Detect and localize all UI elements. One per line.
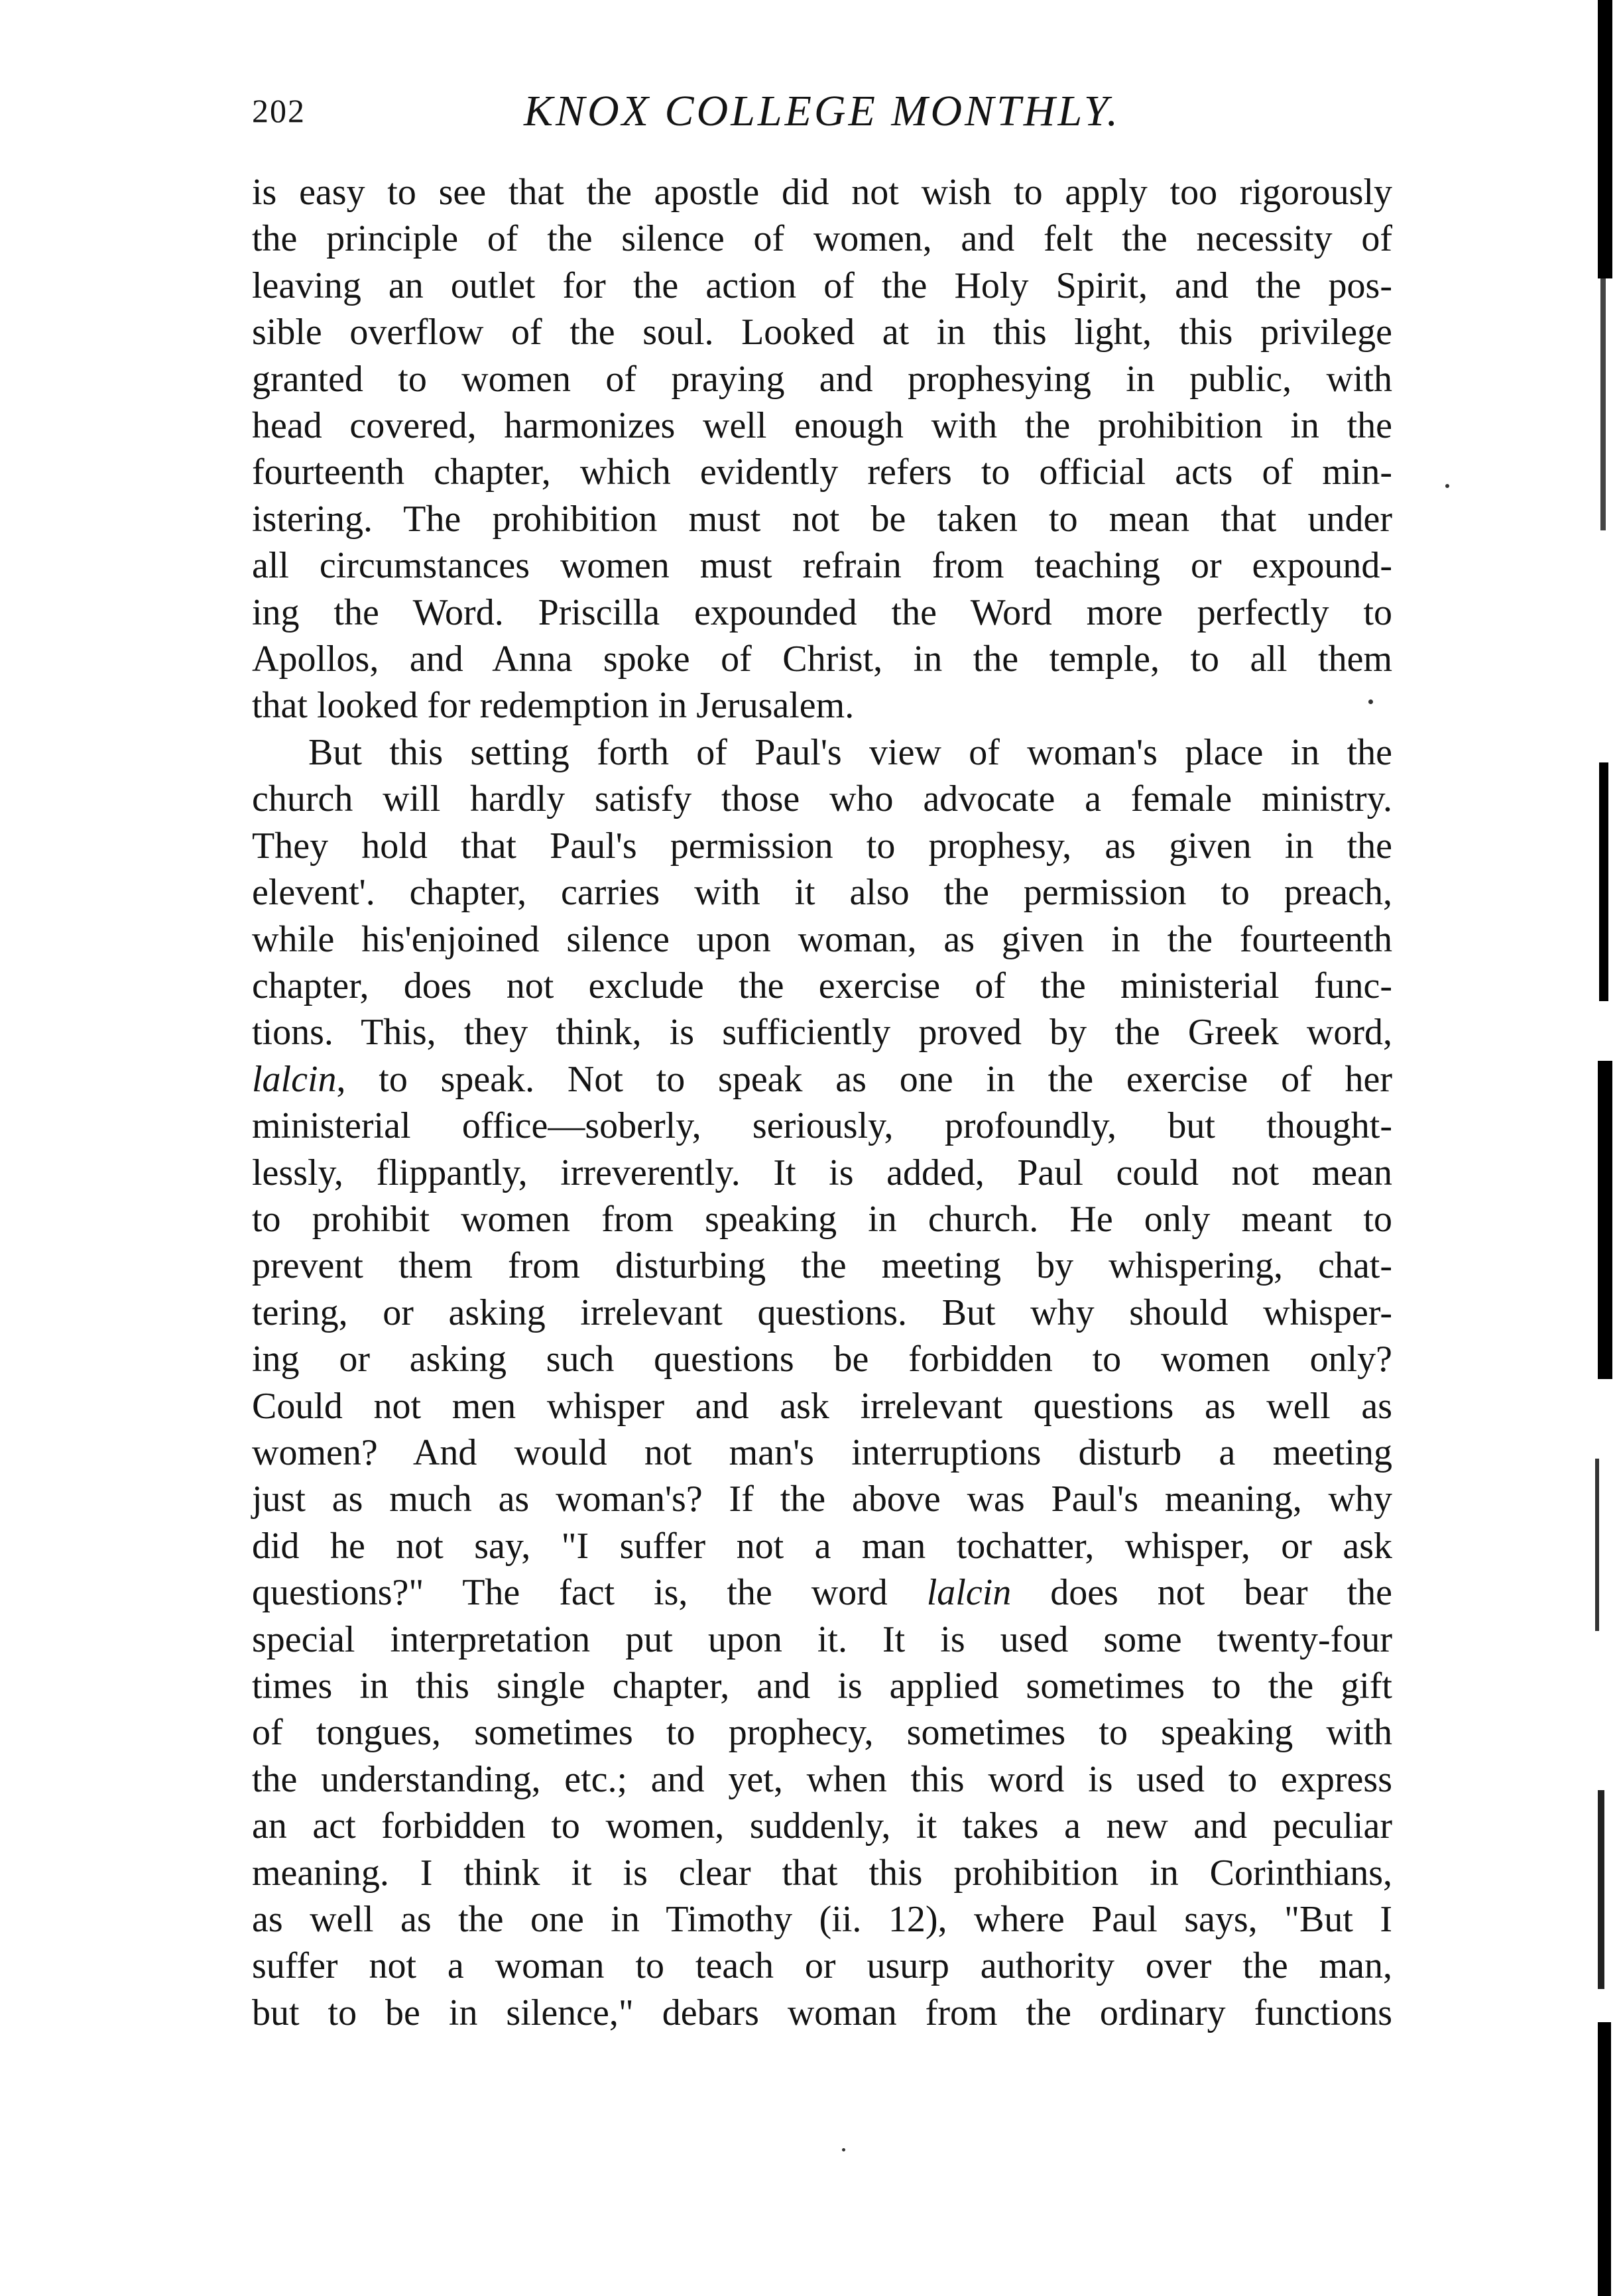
text-line: questions?" The fact is, the word lalcin does not bear the [252, 1572, 1392, 1614]
text-line: sible overflow of the soul. Looked at in this light, this privilege [252, 312, 1392, 353]
page-header [252, 86, 1392, 146]
text-line: women? And would not man's interruptions disturb a meeting [252, 1431, 1392, 1473]
text-line: But this setting forth of Paul's view of woman's place in the [308, 731, 1392, 773]
text-line: leaving an outlet for the action of the Holy Spirit, and the pos- [252, 265, 1392, 306]
stray-dot [1368, 699, 1373, 704]
text-line: tering, or asking irrelevant questions. But why should whisper- [252, 1292, 1392, 1333]
text-line: Apollos, and Anna spoke of Christ, in the temple, to all them [252, 638, 1392, 680]
text-line: that looked for redemption in Jerusalem. [252, 685, 855, 727]
text-line: to prohibit women from speaking in church. He only meant to [252, 1198, 1392, 1240]
text-line: tions. This, they think, is sufficiently proved by the Greek word, [252, 1012, 1392, 1054]
text-line: granted to women of praying and prophesying in public, with [252, 358, 1392, 400]
italic-term: lalcin [252, 1058, 337, 1100]
scan-edge-shadow [1599, 762, 1608, 1001]
text-line: elevent'. chapter, carries with it also the permission to preach, [252, 872, 1392, 914]
text-line: meaning. I think it is clear that this prohibition in Corinthians, [252, 1852, 1392, 1894]
text-line: the understanding, etc.; and yet, when this word is used to express [252, 1758, 1392, 1800]
text-line: lessly, flippantly, irreverently. It is added, Paul could not mean [252, 1152, 1392, 1193]
text-line: ing or asking such questions be forbidden to women only? [252, 1339, 1392, 1380]
text-line: while his'enjoined silence upon woman, as given in the fourteenth [252, 918, 1392, 960]
article-body [252, 169, 1392, 2036]
text-line: church will hardly satisfy those who advocate a female ministry. [252, 778, 1392, 820]
running-title: KNOX COLLEGE MONTHLY. [524, 87, 1120, 135]
text-line: times in this single chapter, and is applied sometimes to the gift [252, 1665, 1392, 1707]
text-line: head covered, harmonizes well enough with the prohibition in the [252, 405, 1392, 447]
scan-edge-shadow [1598, 1790, 1604, 1989]
text-line: an act forbidden to women, suddenly, it takes a new and peculiar [252, 1805, 1392, 1847]
scan-edge-shadow [1598, 1061, 1612, 1379]
text-line: of tongues, sometimes to prophecy, sometimes to speaking with [252, 1712, 1392, 1754]
text-line: is easy to see that the apostle did not wish to apply too rigorously [252, 172, 1392, 213]
text-line: did he not say, "I suffer not a man tochatter, whisper, or ask [252, 1525, 1392, 1567]
stray-dot [842, 2148, 845, 2151]
text-line: ministerial office—soberly, seriously, profoundly, but thought- [252, 1105, 1392, 1147]
text-line: as well as the one in Timothy (ii. 12), where Paul says, "But I [252, 1899, 1392, 1941]
scan-edge-shadow [1600, 278, 1606, 530]
text-line: suffer not a woman to teach or usurp authority over the man, [252, 1945, 1392, 1987]
text-line: fourteenth chapter, which evidently refers to official acts of min- [252, 452, 1392, 493]
text-line: all circumstances women must refrain from teaching or expound- [252, 545, 1392, 587]
page-number: 202 [252, 92, 306, 129]
text-line: istering. The prohibition must not be taken to mean that under [252, 498, 1392, 540]
italic-term: lalcin [926, 1572, 1012, 1614]
text-line: but to be in silence," debars woman from the ordinary functions [252, 1992, 1392, 2033]
text-line: They hold that Paul's permission to prophesy, as given in the [252, 825, 1392, 867]
text-line: lalcin, to speak. Not to speak as one in the exercise of her [252, 1058, 1392, 1100]
text-line: special interpretation put upon it. It is used some twenty-four [252, 1618, 1392, 1660]
text-line: ing the Word. Priscilla expounded the Word more perfectly to [252, 591, 1392, 633]
scan-edge-shadow [1598, 2022, 1611, 2296]
text-line: Could not men whisper and ask irrelevant questions as well as [252, 1385, 1392, 1427]
text-line: just as much as woman's? If the above was Paul's meaning, why [252, 1479, 1392, 1520]
text-line: chapter, does not exclude the exercise of the ministerial func- [252, 965, 1392, 1006]
stray-dot [1445, 484, 1449, 488]
scan-edge-shadow [1598, 0, 1612, 278]
scan-edge-shadow [1595, 1459, 1599, 1631]
text-line: the principle of the silence of women, and felt the necessity of [252, 218, 1392, 260]
text-line: prevent them from disturbing the meeting by whispering, chat- [252, 1245, 1392, 1287]
